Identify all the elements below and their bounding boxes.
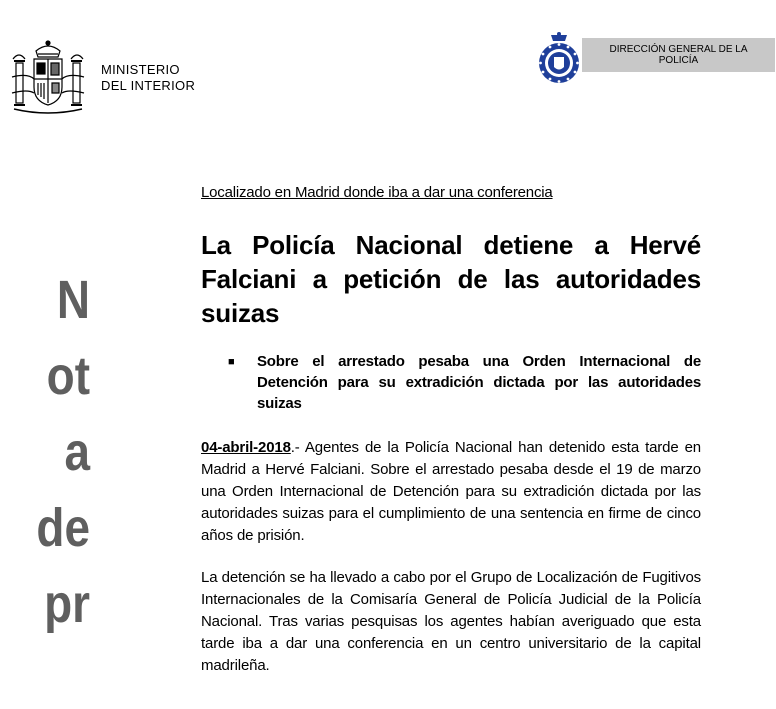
ministry-line-1: MINISTERIO (101, 62, 180, 77)
article-paragraph-1 (201, 437, 701, 547)
police-directorate-box (582, 38, 775, 72)
police-box-line-1: DIRECCIÓN GENERAL DE LA (609, 44, 748, 55)
paragraph-1-text: .- Agentes de la Policía Nacional han detenido esta tarde en Madrid a Hervé Falciani. Sobre el arrestado pesaba desde el 19 de marzo una Orden Internacional de Detención para su extradición dictada por las autoridades suizas para el cumplimiento de una sentencia en firme de cinco años de prisión. (201, 439, 701, 544)
article-kicker: Localizado en Madrid donde iba a dar una conferencia (201, 184, 553, 201)
summary-bullet (228, 351, 701, 414)
police-box-line-2: POLICÍA (658, 55, 699, 66)
bullet-square-icon: ■ (228, 356, 235, 368)
summary-bullets (228, 351, 701, 414)
police-badge-icon (537, 31, 581, 89)
coat-of-arms-icon (8, 37, 88, 117)
article-headline: La Policía Nacional detiene a Hervé Falciani a petición de las autoridades suizas (201, 230, 701, 328)
side-label-part: a (64, 422, 90, 482)
ministry-line-2: DEL INTERIOR (101, 78, 196, 93)
side-label-part: N (56, 270, 90, 330)
ministry-name (101, 62, 195, 94)
side-label-part: pr (44, 574, 90, 634)
summary-bullet-text: Sobre el arrestado pesaba una Orden Internacional de Detención para su extradición dictada por las autoridades suizas (257, 353, 701, 412)
article-date: 04-abril-2018 (201, 439, 291, 456)
side-label-part: ot (46, 346, 90, 406)
article-paragraph-2: La detención se ha llevado a cabo por el Grupo de Localización de Fugitivos Internacionales de la Comisaría General de Policía Judicial de la Policía Nacional. Tras varias pesquisas los agentes habían averiguado que esta tarde iba a dar una conferencia en un centro universitario de la capital madrileña. (201, 569, 701, 674)
side-label-part: de (36, 498, 90, 558)
side-label (14, 262, 91, 642)
